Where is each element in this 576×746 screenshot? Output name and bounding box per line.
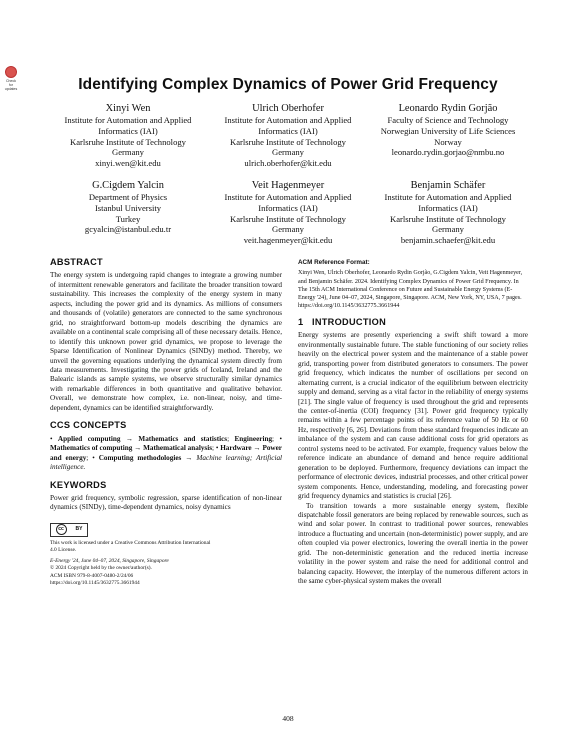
author-affiliation-line: Informatics (IAI) <box>98 125 158 136</box>
author-name: Leonardo Rydin Gorjão <box>398 103 498 114</box>
keywords-section <box>50 481 282 513</box>
author-name: Benjamin Schäfer <box>410 179 486 191</box>
ccs-separator: ; <box>212 444 216 453</box>
left-column <box>50 258 282 587</box>
keywords-heading: KEYWORDS <box>50 479 107 490</box>
author-affiliation-line: Germany <box>272 224 304 235</box>
cc-circle-icon: cc <box>56 524 67 535</box>
license-text <box>50 540 282 587</box>
author-affiliation-line: Informatics (IAI) <box>258 125 318 136</box>
ccs-bullet: • <box>50 434 58 443</box>
license-line-2: 4.0 License. <box>50 547 77 554</box>
author-email[interactable]: leonardo.rydin.gorjao@nmbu.no <box>391 147 505 158</box>
author-affiliation-line: Informatics (IAI) <box>418 202 478 213</box>
author-affiliation-line: Karlsruhe Institute of Technology <box>390 213 506 224</box>
author-name: G.Cigdem Yalcin <box>92 179 164 191</box>
author-card <box>50 102 206 169</box>
author-email[interactable]: ulrich.oberhofer@kit.edu <box>244 158 332 169</box>
ccs-concept: Computing methodologies <box>98 453 182 462</box>
page-number: 408 <box>282 714 294 723</box>
venue-line: E-Energy '24, June 04–07, 2024, Singapore, Singapore <box>50 558 169 565</box>
acm-reference-heading: ACM Reference Format: <box>298 259 370 266</box>
ccs-heading: CCS CONCEPTS <box>50 420 127 431</box>
badge-label: Check for updates <box>4 79 18 91</box>
copyright-line: © 2024 Copyright held by the owner/author(s). <box>50 565 152 572</box>
author-card <box>210 102 366 169</box>
license-block <box>50 523 282 537</box>
introduction-heading: 1 INTRODUCTION <box>298 316 386 327</box>
ccs-separator: ; <box>86 453 93 462</box>
author-affiliation-line: Karlsruhe Institute of Technology <box>70 136 186 147</box>
ccs-separator: ; <box>227 434 235 443</box>
author-card <box>50 179 206 246</box>
author-block <box>50 102 526 246</box>
author-affiliation-line: Faculty of Science and Technology <box>387 115 509 125</box>
ccs-concepts <box>50 435 282 473</box>
author-email[interactable]: benjamin.schaefer@kit.edu <box>400 235 496 246</box>
author-name: Veit Hagenmeyer <box>251 179 325 191</box>
author-affiliation-line: Karlsruhe Institute of Technology <box>230 136 346 147</box>
author-card <box>370 179 526 246</box>
author-affiliation-line: Germany <box>272 147 304 158</box>
author-affiliation-line: Institute for Automation and Applied <box>384 191 512 202</box>
author-affiliation-line: Informatics (IAI) <box>258 202 318 213</box>
author-card <box>370 102 526 169</box>
author-name: Ulrich Oberhofer <box>252 103 324 114</box>
ccs-bullet: • <box>215 444 221 453</box>
author-affiliation-line: Norway <box>434 136 462 147</box>
ccs-concept-tail: → Machine learning; Artificial intelligence. <box>50 453 283 472</box>
author-affiliation-line: Institute for Automation and Applied <box>224 191 352 202</box>
by-label: BY <box>75 526 83 533</box>
ccs-concept: Hardware → Power and energy <box>50 444 282 462</box>
ccs-concept: Mathematics of computing → Mathematical analysis <box>50 444 213 453</box>
ccs-separator: ; <box>272 434 280 443</box>
author-email[interactable]: gcyalcin@istanbul.edu.tr <box>84 224 172 235</box>
right-column <box>298 258 528 587</box>
paper-title: Identifying Complex Dynamics of Power Grid Frequency <box>78 76 498 93</box>
isbn-line: ACM ISBN 979-8-4007-0480-2/24/06 <box>50 572 134 579</box>
author-affiliation-line: Turkey <box>115 213 141 224</box>
author-affiliation-line: Institute for Automation and Applied <box>224 115 352 125</box>
author-affiliation-line: Istanbul University <box>94 202 162 213</box>
author-affiliation-line: Institute for Automation and Applied <box>64 115 192 125</box>
ccs-bullet: • <box>92 453 99 462</box>
ccs-concept: Applied computing → Mathematics and statistics <box>57 434 228 443</box>
creative-commons-icon[interactable] <box>50 523 88 537</box>
author-affiliation-line: Norwegian University of Life Sciences <box>380 125 516 136</box>
author-name: Xinyi Wen <box>105 103 151 114</box>
ccs-concept: Engineering <box>234 434 273 443</box>
abstract-text: The energy system is undergoing rapid changes to integrate a growing number of intermittent renewable generators and facilitate the broader transition toward sustainability. This increases the complexity of the energy system in many aspects, including the power grid and its dynamics. As millions of consumers and thousands of (volatile) generators are connected to the same synchronous grid, no straightforward bottom-up models describing the dynamics are available on a continental scale comprising all of these necessary details. Hence, to identify this unknown power grid dynamics, we propose to leverage the Sparse Identification of Nonlinear Dynamics (SINDy) method. Thereby, we unveil the governing equations underlying the dynamical system directly from data measurements. Investigating the power grids of Iceland, Ireland and the Balearic islands as sample systems, we observe structurally similar dynamics with remarkable differences in both quantitative and qualitative behavior. Overall, we demonstrate how complex, i.e. non-linear, noisy, and time-dependent, dynamics can be identified straightforwardly. <box>50 271 282 412</box>
ccs-section <box>50 421 282 472</box>
keywords-text: Power grid frequency, symbolic regression, sparse identification of non-linear dynamics (SINDy), time-dependent dynamics, noisy dynamics <box>50 493 282 512</box>
doi-link[interactable]: https://doi.org/10.1145/3632775.3661944 <box>50 579 140 586</box>
author-email[interactable]: veit.hagenmeyer@kit.edu <box>243 235 333 246</box>
author-affiliation-line: Department of Physics <box>88 191 168 202</box>
author-affiliation-line: Karlsruhe Institute of Technology <box>230 213 346 224</box>
author-affiliation-line: Germany <box>432 224 464 235</box>
author-card <box>210 179 366 246</box>
author-email[interactable]: xinyi.wen@kit.edu <box>95 158 161 169</box>
abstract-heading: ABSTRACT <box>50 257 103 267</box>
intro-paragraph-1: Energy systems are presently experiencing a swift shift toward a more environmentally sustainable future. The stable functioning of our society relies heavily on the electrical power system and the maintenance of a stable power grid, transporting power from distributed generators to consumers. The power grid frequency, which indicates the number of oscillations per second on alternating current, is a crucial indicator of the equilibrium between electricity supply and demand, serving as a vital factor in the reliability of energy systems [21]. The single value of frequency is used throughout the grid and represents the center-of-inertia (COI) frequency [31]. Power grid frequency typically remains within a few percentage points of its reference value of 50 Hz or 60 Hz, respectively [6, 26]. Deviations from these standard frequencies indicate an imbalance of the system and can cause additional costs for grid operators as control systems need to be activated. For example, frequency values below the reference indicate an abundance of demand and hence require additional generation to be deployed. Furthermore, frequency deviations can impact the performance of electronic devices, industrial processes, and other critical power system components. Hence, understanding, modeling, and forecasting power grid frequency dynamics and statistics is crucial [26]. <box>298 331 528 501</box>
introduction-section <box>298 318 528 587</box>
ccs-bullet: • <box>279 434 282 443</box>
intro-paragraph-2: To transition towards a more sustainable energy system, flexible dispatchable fossil generators are being replaced by renewable sources, such as wind and solar power. In contrast to traditional power sources, renewables introduce a fluctuating and uncertain (non-deterministic) power supply, and are often coupled via power electronics, lowering the overall inertia in the power grid. The non-deterministic generation and the reduced inertia increase volatility in the power system and raise the need for additional control and balancing capacity. However, the interplay of the numerous different actors in the same cyber-physical system makes the overall <box>298 501 528 586</box>
acm-reference-text: Xinyi Wen, Ulrich Oberhofer, Leonardo Rydin Gorjão, G.Cigdem Yalcin, Veit Hagenmeyer, and Benjamin Schäfer. 2024. Identifying Complex Dynamics of Power Grid Frequency. In The 15th ACM International Conference on Future and Sustainable Energy Systems (E-Energy '24), June 04–07, 2024, Singapore, Singapore. ACM, New York, NY, USA, 7 pages. https://doi.org/10.1145/3632775.3661944 <box>298 270 523 309</box>
author-affiliation-line: Germany <box>112 147 144 158</box>
license-line-1: This work is licensed under a Creative Commons Attribution International <box>50 539 211 546</box>
